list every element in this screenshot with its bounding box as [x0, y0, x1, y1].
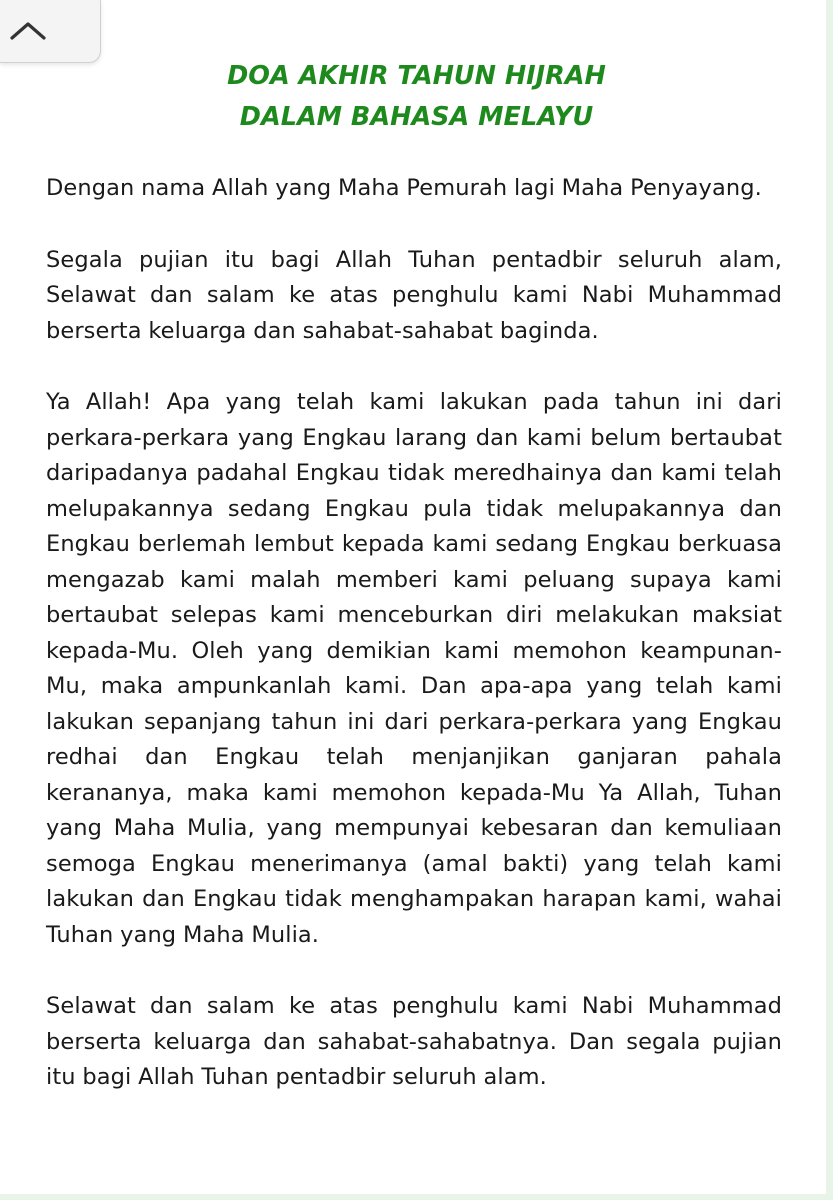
paragraph-opening: Dengan nama Allah yang Maha Pemurah lagi Maha Penyayang. [46, 175, 762, 201]
paragraph-supplication: Ya Allah! Apa yang telah kami lakukan pada tahun ini dari perkara-perkara yang Engkau larang dan kami belum bertaubat daripadanya padahal Engkau tidak meredhainya dan kami telah melupakannya sedang Engkau pula tidak melupakannya dan Engkau berlemah lembut kepada kami sedang Engkau berkuasa mengazab kami malah memberi kami peluang supaya kami bertaubat selepas kami menceburkan diri melakukan maksiat kepada-Mu. Oleh yang demikian kami memohon keampunan-Mu, maka ampunkanlah kami. Dan apa-apa yang telah kami lakukan sepanjang tahun ini dari perkara-perkara yang Engkau redhai dan Engkau telah menjanjikan ganjaran pahala kerananya, maka kami memohon kepada-Mu Ya Allah, Tuhan yang Maha Mulia, yang mempunyai kebesaran dan kemuliaan semoga Engkau menerimanya (amal bakti) yang telah kami lakukan dan Engkau tidak menghampakan harapan kami, wahai Tuhan yang Maha Mulia. [46, 389, 782, 948]
article-body [46, 171, 782, 1132]
back-to-top-button[interactable] [0, 0, 101, 63]
page-edge-right [826, 0, 833, 1200]
paragraph-closing: Selawat dan salam ke atas penghulu kami Nabi Muhammad berserta keluarga dan sahabat-sahabatnya. Dan segala pujian itu bagi Allah Tuhan pentadbir seluruh alam. [46, 993, 782, 1090]
page-title [0, 56, 833, 138]
chevron-up-icon [8, 18, 48, 42]
page-edge-bottom [0, 1194, 833, 1200]
page-title-line-1: DOA AKHIR TAHUN HIJRAH [227, 61, 606, 91]
page-title-line-2: DALAM BAHASA MELAYU [239, 102, 594, 132]
paragraph-praise: Segala pujian itu bagi Allah Tuhan pentadbir seluruh alam, Selawat dan salam ke atas penghulu kami Nabi Muhammad berserta keluarga dan sahabat-sahabat baginda. [46, 246, 782, 344]
